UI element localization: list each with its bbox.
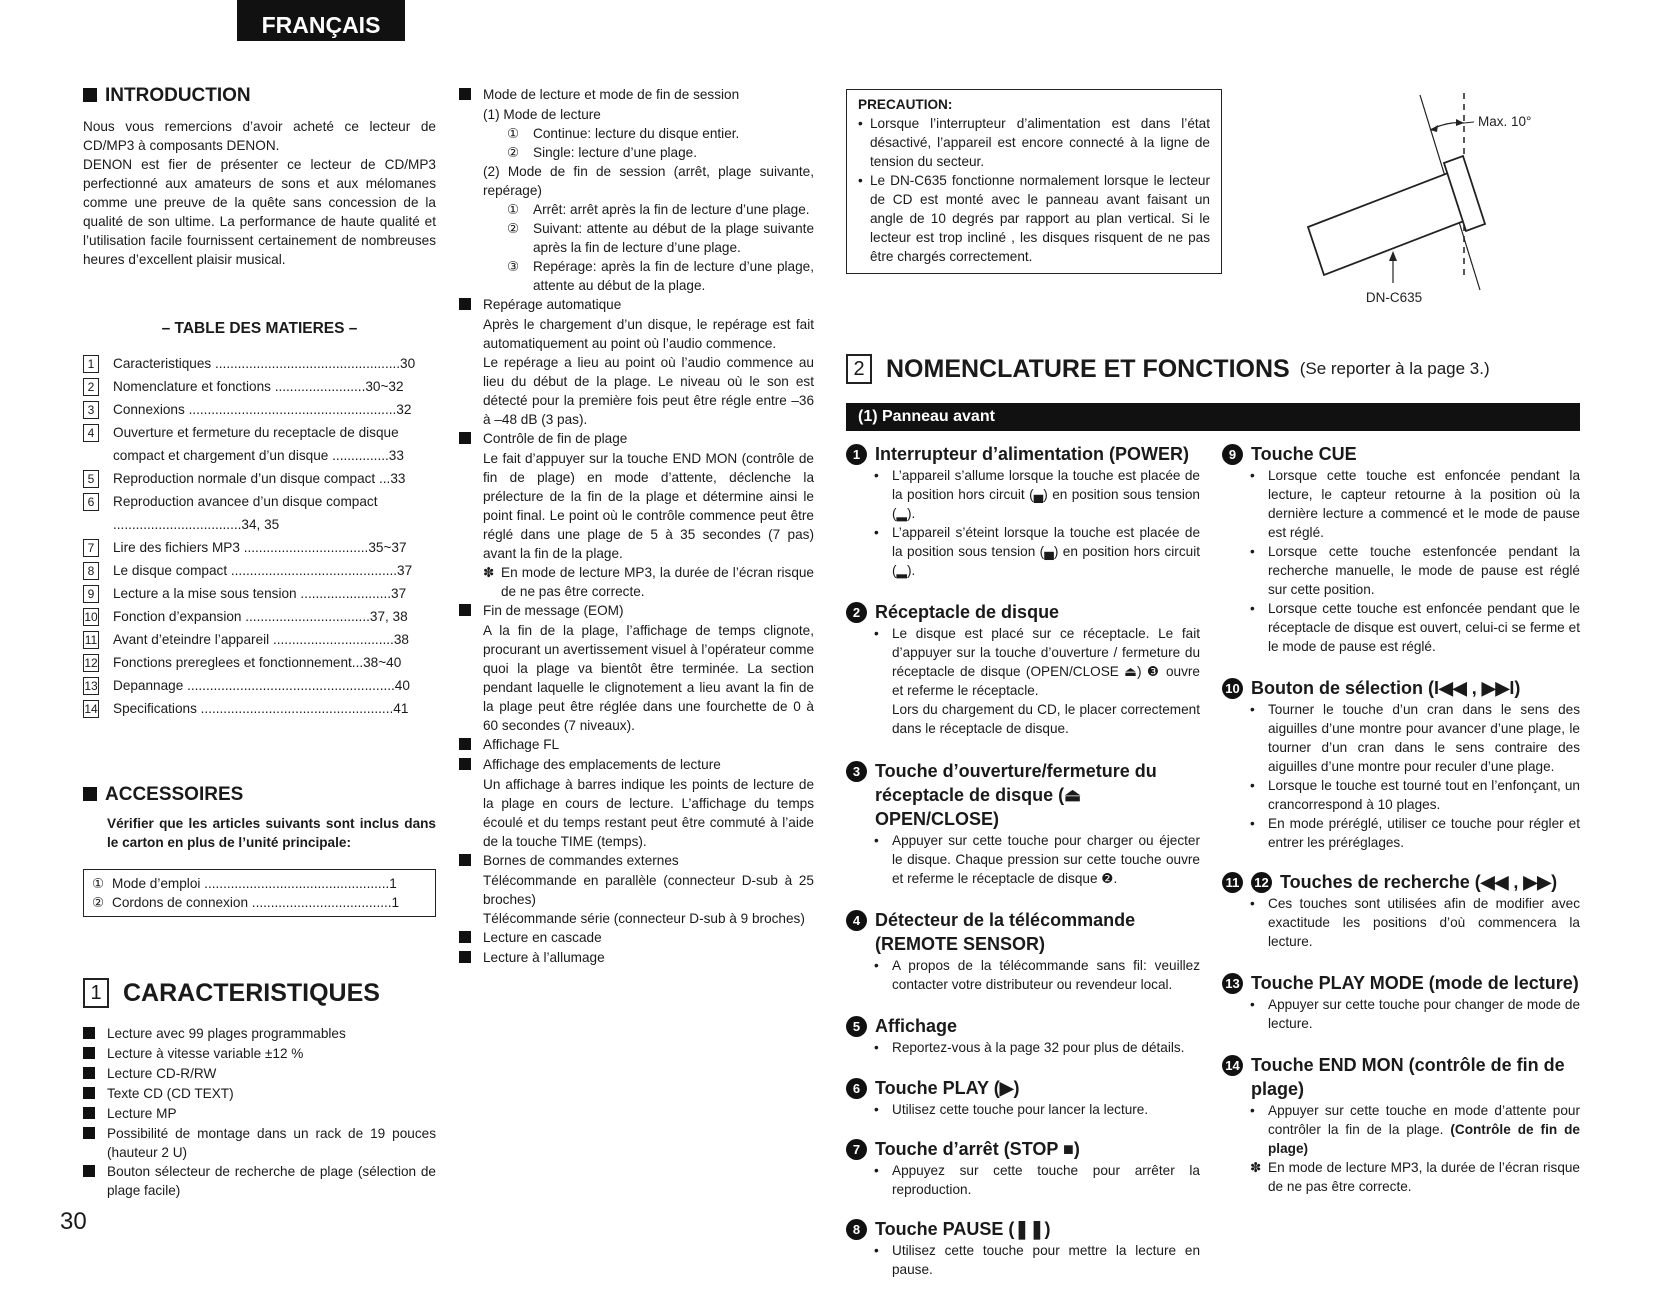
square-bullet-icon xyxy=(83,1087,95,1099)
toc-text: Fonctions prereglees et fonctionnement...38~40 xyxy=(113,655,402,670)
feature-heading xyxy=(846,600,1200,624)
feature-title: Touche d’ouverture/fermeture du réceptacle de disque (⏏ OPEN/CLOSE) xyxy=(875,761,1157,829)
square-bullet-icon xyxy=(83,787,97,801)
square-bullet-icon xyxy=(83,1107,95,1119)
toc-item xyxy=(83,628,436,651)
precaution-item: • Le DN-C635 fonctionne normalement lorsque le lecteur de CD est monté avec le panneau avant faisant un angle de 10 degrés par rapport au plan vertical. Si le lecteur est trop incliné , les disques risquent de ne pas être chargés correctement. xyxy=(858,173,1210,264)
toc-item xyxy=(83,536,436,559)
toc-number: 6 xyxy=(83,493,99,511)
feature-title: Réceptacle de disque xyxy=(875,602,1060,622)
sub-item: ② Suivant: attente au début de la plage suivante après la fin de lecture d’une plage. xyxy=(507,221,814,255)
square-bullet-icon xyxy=(459,738,471,750)
square-bullet-icon xyxy=(83,1067,95,1079)
feature-extra: Lors du chargement du CD, le placer correctement dans le réceptacle de disque. xyxy=(892,702,1200,736)
square-bullet-icon xyxy=(83,88,97,102)
sub-heading: (2) Mode de fin de session (arrêt, plage suivante, repérage) xyxy=(483,164,814,198)
paragraph: Télécommande en parallèle (connecteur D-sub à 25 broches) xyxy=(483,873,814,907)
feature-block xyxy=(846,1014,1200,1057)
toc-number: 2 xyxy=(83,378,99,396)
feature-item: • L’appareil s’allume lorsque la touche est placée de la position hors circuit (▄) en position sous tension (▂). xyxy=(874,468,1200,521)
device-label: DN-C635 xyxy=(1365,290,1423,305)
list-item: Bornes de commandes externes xyxy=(459,851,814,871)
toc-item xyxy=(83,375,436,398)
paragraph: Un affichage à barres indique les points de lecture de la plage en cours de lecture. L’affichage du temps écoulé et du temps restant peut être commuté à l’aide de la touche TIME (temps). xyxy=(483,777,814,849)
paragraph: Après le chargement d’un disque, le repérage est fait automatiquement au point où l’audio commence. xyxy=(483,317,814,351)
sub-item: ① Continue: lecture du disque entier. xyxy=(507,126,740,141)
feature-item: • Le disque est placé sur ce réceptacle. Le fait d’appuyer sur la touche d’ouverture / fermeture du réceptacle de disque (OPEN/CLOSE ⏏) ❸ ouvre et referme le réceptacle. xyxy=(874,626,1200,698)
toc-item xyxy=(83,605,436,628)
list-item: Affichage FL xyxy=(459,735,814,755)
feature-item: • Lorsque cette touche est enfoncée pendant que le réceptacle de disque est ouvert, celui-ci se ferme et le mode de pause est réglé. xyxy=(1250,601,1580,654)
features-right xyxy=(1222,442,1580,1214)
feature-title: Détecteur de la télécommande (REMOTE SENSOR) xyxy=(875,910,1136,954)
feature-title: Touche CUE xyxy=(1251,444,1357,464)
list-item: Lecture à vitesse variable ±12 % xyxy=(83,1044,436,1064)
feature-heading xyxy=(846,1217,1200,1241)
number-circle-icon: 9 xyxy=(1222,444,1243,465)
caracteristiques-heading: 1 CARACTERISTIQUES xyxy=(83,978,436,1008)
intro-text xyxy=(83,117,436,269)
feature-heading xyxy=(1222,1053,1580,1101)
toc-text: Ouverture et fermeture du receptacle de disque compact et chargement d’un disque ...............33 xyxy=(113,425,404,463)
sub-heading: (1) Mode de lecture xyxy=(483,107,601,122)
square-bullet-icon xyxy=(459,604,471,616)
feature-item: • Appuyez sur cette touche pour arrêter la reproduction. xyxy=(874,1163,1200,1197)
arrow-icon xyxy=(1389,251,1397,261)
feature-heading xyxy=(1222,442,1580,466)
list-item: Mode de lecture et mode de fin de session xyxy=(459,85,814,105)
square-bullet-icon xyxy=(459,88,471,100)
feature-item: • Tourner le touche d’un cran dans le sens des aiguilles d’une montre pour avancer d’une plage, le tourner d’un cran dans le sens contraire des aiguilles d’une montre pour reculer d’une plage. xyxy=(1250,702,1580,774)
feature-item: • Appuyer sur cette touche pour changer de mode de lecture. xyxy=(1250,997,1580,1031)
introduction-heading: INTRODUCTION xyxy=(83,85,436,107)
toc-number: 9 xyxy=(83,585,99,603)
arrow-icon xyxy=(1456,119,1464,126)
list-item: Repérage automatique xyxy=(459,295,814,315)
tilt-diagram xyxy=(1290,85,1550,315)
toc-text: Fonction d’expansion .................................37, 38 xyxy=(113,609,408,624)
feature-heading xyxy=(846,1014,1200,1038)
feature-title: Touches de recherche (◀◀ , ▶▶) xyxy=(1280,872,1558,892)
toc-item xyxy=(83,674,436,697)
feature-block xyxy=(846,759,1200,888)
toc-text: Reproduction avancee d’un disque compact ..................................34, 35 xyxy=(113,494,378,532)
accessories-note: Vérifier que les articles suivants sont inclus dans le carton en plus de l’unité principale: xyxy=(107,816,436,850)
toc-text: Lecture a la mise sous tension ........................37 xyxy=(113,586,407,601)
feature-title: Interrupteur d’alimentation (POWER) xyxy=(875,444,1190,464)
feature-block xyxy=(1222,676,1580,852)
number-circle-icon: 5 xyxy=(846,1016,867,1037)
list-item: Lecture en cascade xyxy=(459,928,814,948)
toc-item xyxy=(83,559,436,582)
toc-item xyxy=(83,651,436,674)
number-circle-icon: 4 xyxy=(846,910,867,931)
feature-item: • Lorsque cette touche est enfoncée pendant la lecture, le capteur retourne à la position où la dernière lecture a commencé et le mode de pause est réglé. xyxy=(1250,468,1580,540)
feature-heading xyxy=(846,442,1200,466)
precaution-item: • Lorsque l’interrupteur d’alimentation est dans l’état désactivé, l’appareil est encore connecté à la ligne de tension du secteur. xyxy=(858,116,1210,169)
toc-number: 5 xyxy=(83,470,99,488)
table-of-contents xyxy=(83,320,436,720)
toc-number: 13 xyxy=(84,679,98,693)
feature-heading xyxy=(1222,870,1580,894)
feature-block xyxy=(846,442,1200,580)
feature-heading xyxy=(1222,971,1580,995)
column-left xyxy=(83,85,436,269)
square-bullet-icon xyxy=(83,1047,95,1059)
paragraph: Le fait d’appuyer sur la touche END MON (contrôle de fin de plage) en mode d’attente, déclenche la prélecture de la fin de la plage et détermine ainsi le point final. Le point où le contrôle commence peut être réglé dans une plage de 5 à 35 secondes (7 pas) avant la fin de la plage. xyxy=(483,451,814,561)
feature-title: Touche PLAY (▶) xyxy=(875,1078,1020,1098)
paragraph: Le repérage a lieu au point où l’audio commence au lieu du début de la plage. Le niveau où le son est détecté pour la première fois peut être régle entre –36 à –48 dB (3 pas). xyxy=(483,355,814,427)
feature-block xyxy=(1222,870,1580,951)
paragraph: A la fin de la plage, l’affichage de temps clignote, procurant un avertissement visuel à l’opérateur comme quoi la plage va bientôt être terminée. La section pendant laquelle le clignotement a lieu avant la fin de la plage peut être réglée dans une fourchette de 0 à 60 secondes (7 niveaux). xyxy=(483,623,814,733)
toc-text: Nomenclature et fonctions ........................30~32 xyxy=(113,379,404,394)
square-bullet-icon xyxy=(459,298,471,310)
feature-heading xyxy=(846,1137,1200,1161)
toc-text: Specifications ...................................................41 xyxy=(113,701,409,716)
toc-text: Le disque compact ............................................37 xyxy=(113,563,413,578)
toc-text: Lire des fichiers MP3 .................................35~37 xyxy=(113,540,407,555)
feature-heading xyxy=(846,1076,1200,1100)
toc-number: 7 xyxy=(83,539,99,557)
nomenclature-heading xyxy=(846,354,1581,384)
intro-paragraph: DENON est fier de présenter ce lecteur de CD/MP3 perfectionné aux amateurs de sons et aux mélomanes comme une preuve de la quête sans concession de la qualité de son ultime. La performance de haute qualité et l’utilisation facile fournissent certainement de nombreuses heures d’excellent plaisir musical. xyxy=(83,157,436,267)
sub-item: ① Arrêt: arrêt après la fin de lecture d’une plage. xyxy=(507,202,810,217)
number-circle-icon: 7 xyxy=(846,1139,867,1160)
toc-number: 12 xyxy=(84,656,98,670)
toc-item xyxy=(83,697,436,720)
feature-item: • Lorsque le touche est tourné tout en l’enfonçant, un crancorrespond à 10 plages. xyxy=(1250,778,1580,812)
feature-item: • L’appareil s’éteint lorsque la touche est placée de la position sous tension (▄) en position hors circuit (▂). xyxy=(874,525,1200,578)
feature-item: • Appuyer sur cette touche pour charger ou éjecter le disque. Chaque pression sur cette touche ouvre et referme le réceptacle de disque ❷. xyxy=(874,833,1200,886)
toc-number: 8 xyxy=(83,562,99,580)
feature-title: Bouton de sélection (I◀◀ , ▶▶I) xyxy=(1251,678,1521,698)
toc-item xyxy=(83,490,436,536)
feature-heading xyxy=(846,759,1200,831)
toc-list xyxy=(83,352,436,720)
section-number-box: 1 xyxy=(83,978,109,1008)
toc-text: Depannage .......................................................40 xyxy=(113,678,410,693)
number-circle-icon: 8 xyxy=(846,1219,867,1240)
feature-heading xyxy=(1222,676,1580,700)
column-middle xyxy=(459,85,814,968)
square-bullet-icon xyxy=(459,758,471,770)
number-circle-icon: 2 xyxy=(846,602,867,623)
nomenclature-subtitle: (Se reporter à la page 3.) xyxy=(1299,359,1490,378)
feature-title: Affichage xyxy=(875,1016,958,1036)
toc-number: 4 xyxy=(83,424,99,442)
feature-title: Touche END MON (contrôle de fin de plage) xyxy=(1251,1055,1565,1099)
feature-block xyxy=(846,1076,1200,1119)
panel-title-bar: (1) Panneau avant xyxy=(846,403,1580,431)
feature-item: • Appuyer sur cette touche en mode d’attente pour contrôler la fin de la plage. (Contrôle de fin de plage) xyxy=(1250,1103,1580,1156)
feature-title: Touche PLAY MODE (mode de lecture) xyxy=(1251,973,1579,993)
list-item: Lecture à l’allumage xyxy=(459,948,814,968)
feature-block xyxy=(846,1137,1200,1199)
list-item: Possibilité de montage dans un rack de 19 pouces (hauteur 2 U) xyxy=(83,1124,436,1162)
feature-bold-note: (Contrôle de fin de plage) xyxy=(1268,1122,1580,1156)
toc-item xyxy=(83,352,436,375)
square-bullet-icon xyxy=(83,1127,95,1139)
feature-title: Touche PAUSE (❚❚) xyxy=(875,1219,1051,1239)
accessory-item: ① Mode d’emploi .................................................1 xyxy=(92,876,397,891)
device-body xyxy=(1308,173,1464,275)
list-item: Fin de message (EOM) xyxy=(459,601,814,621)
list-item: Texte CD (CD TEXT) xyxy=(83,1084,436,1104)
feature-item: • Utilisez cette touche pour lancer la lecture. xyxy=(874,1102,1149,1117)
number-circle-icon: 14 xyxy=(1222,1055,1243,1076)
feature-block xyxy=(1222,442,1580,656)
feature-block xyxy=(846,600,1200,738)
toc-item xyxy=(83,421,436,467)
toc-item xyxy=(83,467,436,490)
toc-item xyxy=(83,582,436,605)
accessories-box xyxy=(83,869,436,917)
feature-block xyxy=(1222,1053,1580,1196)
feature-item: • A propos de la télécommande sans fil: veuillez contacter votre distributeur ou revendeur local. xyxy=(874,958,1200,992)
page-number: 30 xyxy=(60,1208,87,1235)
feature-item: • Utilisez cette touche pour mettre la lecture en pause. xyxy=(874,1243,1200,1277)
toc-number: 10 xyxy=(84,610,98,624)
section-number-box: 2 xyxy=(846,354,872,384)
toc-text: Caracteristiques .................................................30 xyxy=(113,356,416,371)
feature-title: Touche d’arrêt (STOP ■) xyxy=(875,1139,1080,1159)
sub-item: ③ Repérage: après la fin de lecture d’une plage, attente au début de la plage. xyxy=(507,259,814,293)
number-circle-icon: 11 xyxy=(1222,872,1243,893)
accessories-heading: ACCESSOIRES xyxy=(83,784,436,806)
language-tab: FRANÇAIS xyxy=(237,0,405,41)
note: ✽ En mode de lecture MP3, la durée de l’écran risque de ne pas être correcte. xyxy=(483,565,814,599)
list-item: Contrôle de fin de plage xyxy=(459,429,814,449)
square-bullet-icon xyxy=(459,854,471,866)
sub-item: ② Single: lecture d’une plage. xyxy=(507,145,697,160)
toc-number: 11 xyxy=(84,633,98,647)
feature-heading xyxy=(846,908,1200,956)
angle-label: Max. 10° xyxy=(1478,114,1532,129)
accessories-section xyxy=(83,784,436,917)
square-bullet-icon xyxy=(83,1027,95,1039)
leader-line xyxy=(1464,122,1474,123)
list-item: Lecture CD-R/RW xyxy=(83,1064,436,1084)
feature-item: • Ces touches sont utilisées afin de modifier avec exactitude les positions d’où commencera la lecture. xyxy=(1250,896,1580,949)
precaution-title: PRECAUTION: xyxy=(858,97,953,112)
toc-text: Reproduction normale d’un disque compact ...33 xyxy=(113,471,406,486)
toc-text: Avant d’eteindre l’appareil ................................38 xyxy=(113,632,409,647)
toc-title: – TABLE DES MATIERES – xyxy=(161,320,358,337)
list-item: Lecture avec 99 plages programmables xyxy=(83,1024,436,1044)
toc-number: 14 xyxy=(84,702,98,716)
nomenclature-title: NOMENCLATURE ET FONCTIONS xyxy=(886,354,1290,383)
feature-note: ✽ En mode de lecture MP3, la durée de l’écran risque de ne pas être correcte. xyxy=(1250,1160,1580,1194)
list-item: Bouton sélecteur de recherche de plage (sélection de plage facile) xyxy=(83,1162,436,1200)
intro-paragraph: Nous vous remercions d’avoir acheté ce lecteur de CD/MP3 à composants DENON. xyxy=(83,119,436,153)
toc-number: 3 xyxy=(83,401,99,419)
toc-number: 1 xyxy=(83,355,99,373)
feature-block xyxy=(846,1217,1200,1279)
square-bullet-icon xyxy=(459,951,471,963)
number-circle-icon: 13 xyxy=(1222,973,1243,994)
number-circle-icon: 12 xyxy=(1251,872,1272,893)
toc-item xyxy=(83,398,436,421)
list-item: Affichage des emplacements de lecture xyxy=(459,755,814,775)
number-circle-icon: 10 xyxy=(1222,678,1243,699)
caracteristiques-list xyxy=(83,1024,436,1200)
number-circle-icon: 6 xyxy=(846,1078,867,1099)
feature-block xyxy=(1222,971,1580,1033)
number-circle-icon: 1 xyxy=(846,444,867,465)
feature-item: • En mode préréglé, utiliser ce touche pour régler et entrer les préréglages. xyxy=(1250,816,1580,850)
accessory-item: ② Cordons de connexion .....................................1 xyxy=(92,895,400,910)
square-bullet-icon xyxy=(459,931,471,943)
precaution-box xyxy=(846,89,1222,274)
square-bullet-icon xyxy=(459,432,471,444)
feature-block xyxy=(846,908,1200,994)
feature-item: • Lorsque cette touche estenfoncée pendant la recherche manuelle, le mode de pause est réglé sur cette position. xyxy=(1250,544,1580,597)
paragraph: Télécommande série (connecteur D-sub à 9 broches) xyxy=(483,911,805,926)
toc-text: Connexions .......................................................32 xyxy=(113,402,412,417)
number-circle-icon: 3 xyxy=(846,761,867,782)
feature-item: • Reportez-vous à la page 32 pour plus de détails. xyxy=(874,1040,1185,1055)
square-bullet-icon xyxy=(83,1165,95,1177)
features-left xyxy=(846,442,1200,1297)
caracteristiques-section xyxy=(83,978,436,1200)
list-item: Lecture MP xyxy=(83,1104,436,1124)
